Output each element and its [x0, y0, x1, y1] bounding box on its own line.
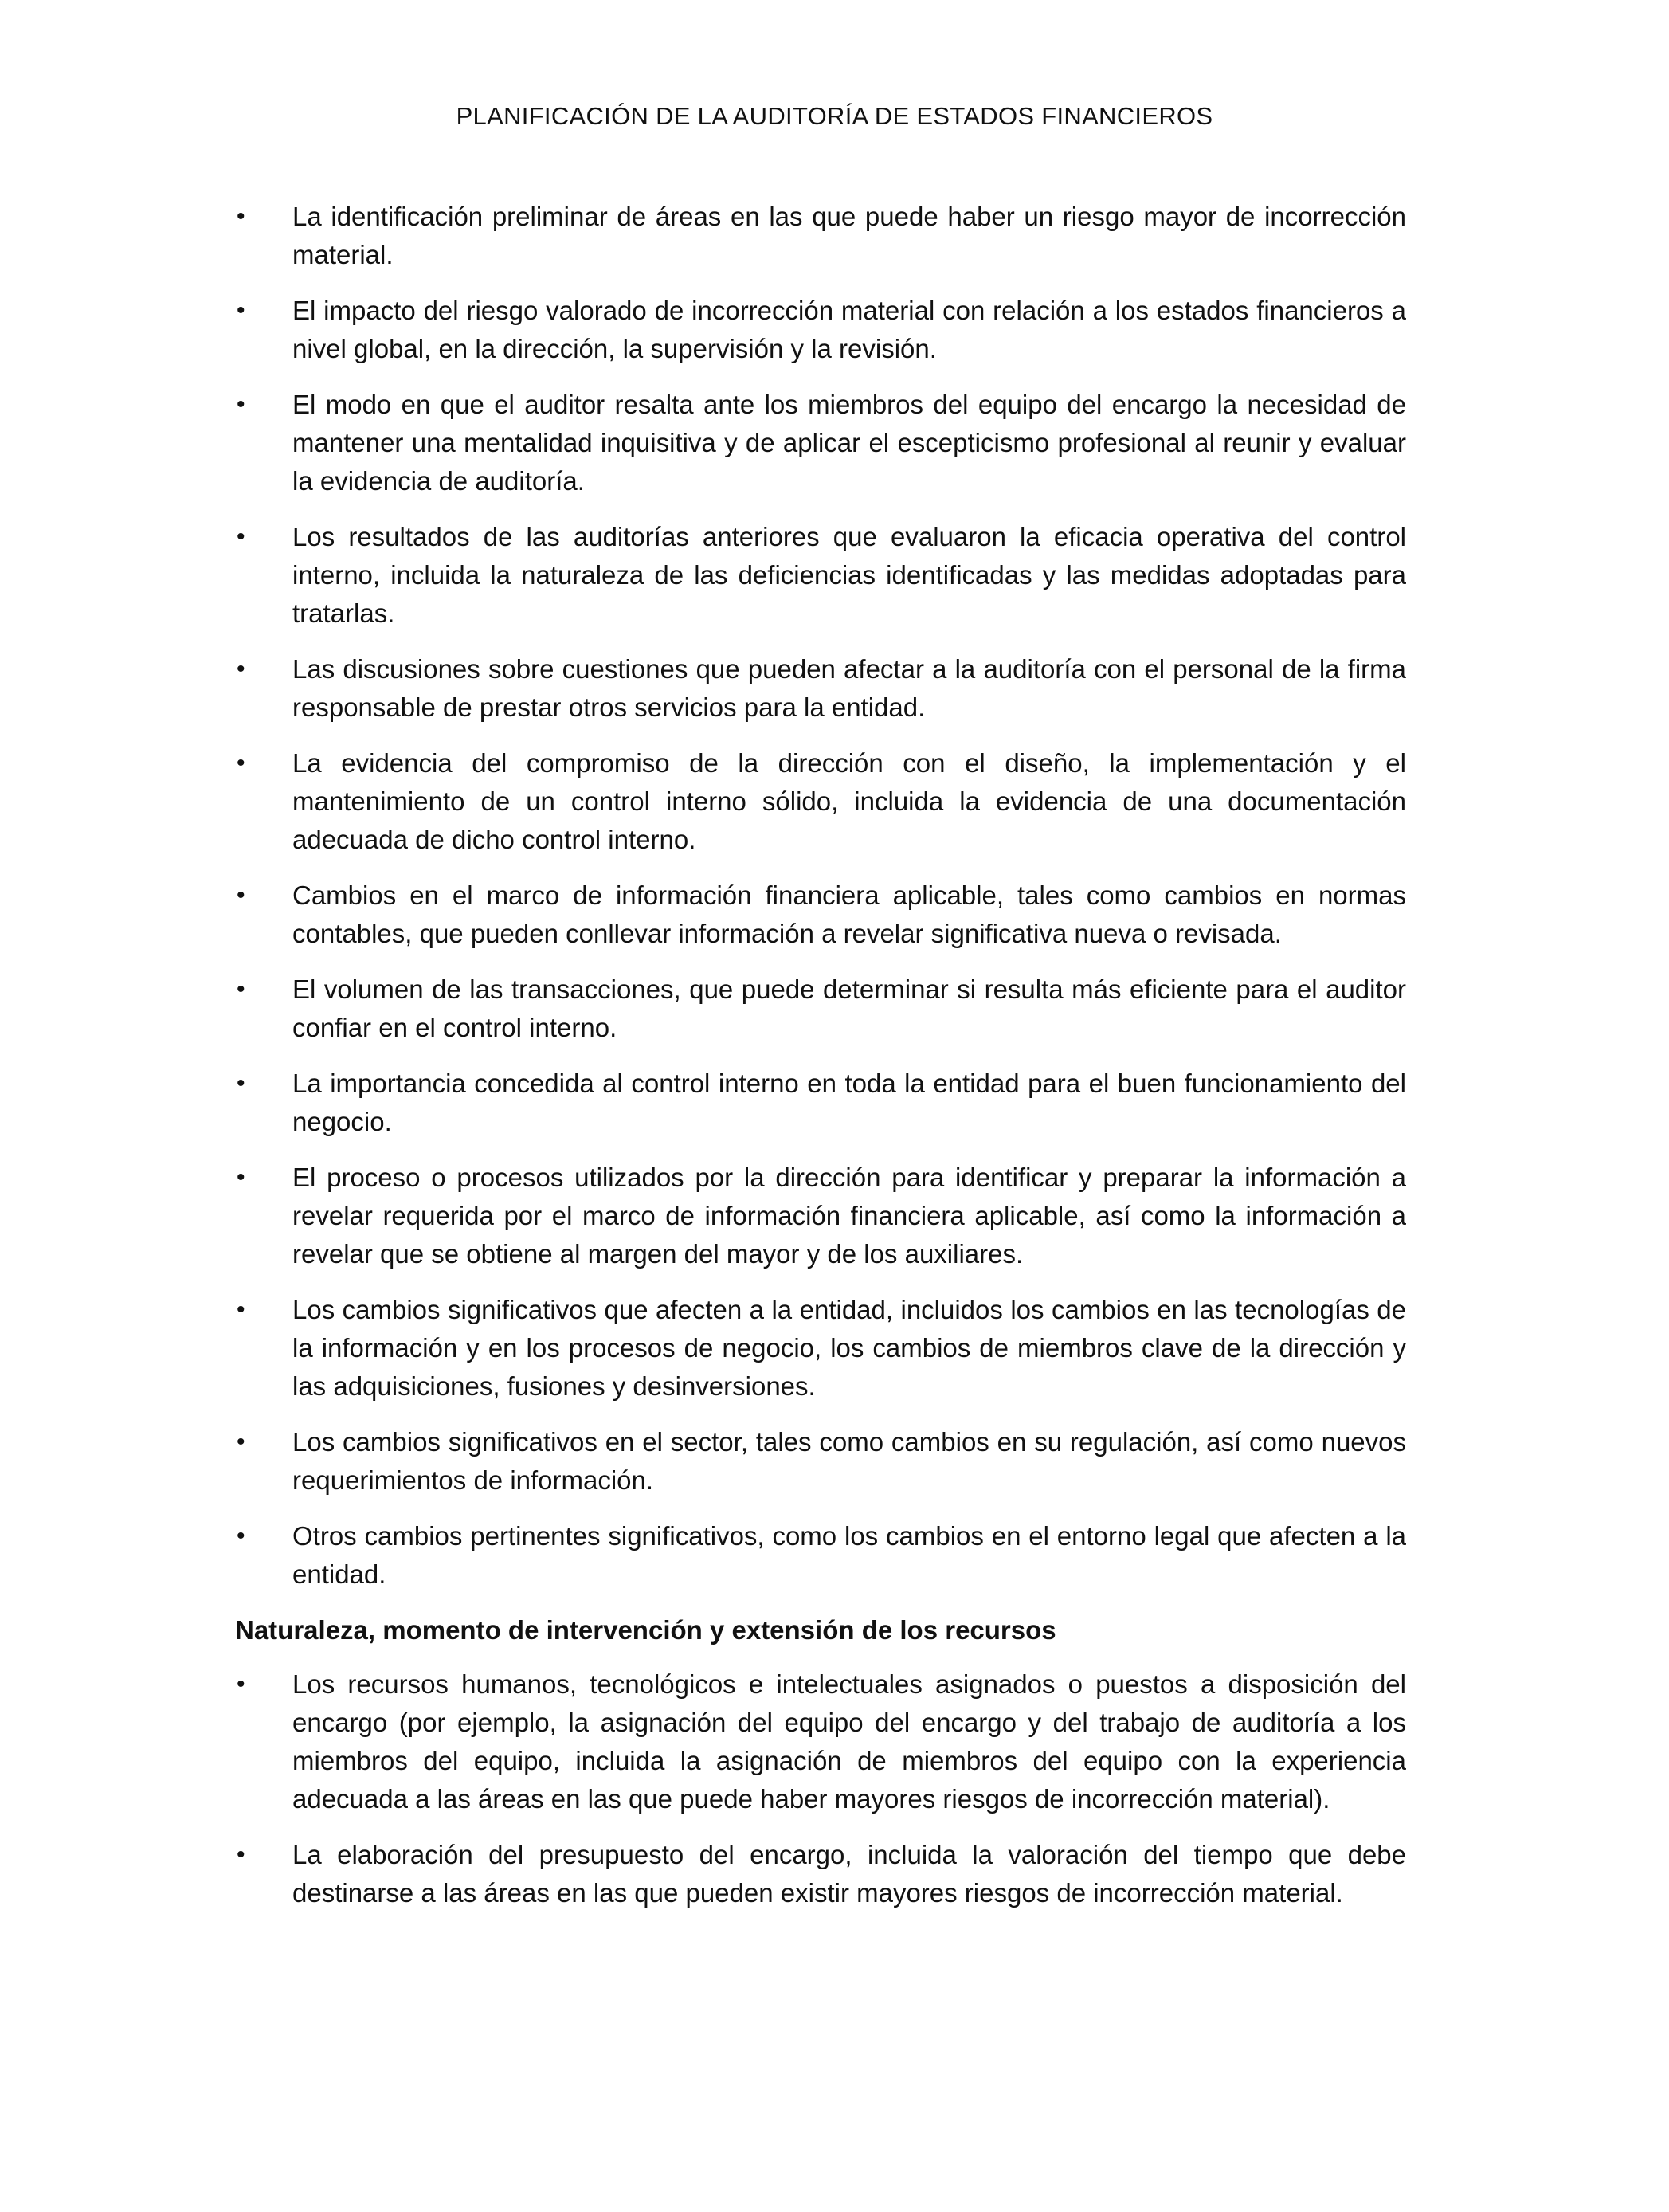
bullet-icon: • [237, 750, 245, 776]
list-item [235, 1836, 1406, 1912]
section-heading: Naturaleza, momento de intervención y extensión de los recursos [235, 1615, 1056, 1645]
list-item [235, 198, 1406, 274]
bullet-icon: • [237, 391, 245, 418]
bullet-list-planning-considerations [235, 198, 1406, 1594]
bullet-icon: • [237, 976, 245, 1002]
list-item [235, 1065, 1406, 1141]
bullet-icon: • [237, 1523, 245, 1549]
bullet-icon: • [237, 1429, 245, 1455]
list-item [235, 518, 1406, 633]
list-item-text: Los resultados de las auditorías anteriores que evaluaron la eficacia operativa del control interno, incluida la naturaleza de las deficiencias identificadas y las medidas adoptadas para tratarlas. [292, 522, 1406, 628]
list-item-text: La evidencia del compromiso de la dirección con el diseño, la implementación y el mantenimiento de un control interno sólido, incluida la evidencia de una documentación adecuada de dicho control interno. [292, 748, 1406, 854]
list-item-text: Los cambios significativos que afecten a la entidad, incluidos los cambios en las tecnologías de la información y en los procesos de negocio, los cambios de miembros clave de la dirección y las adquisiciones, fusiones y desinversiones. [292, 1295, 1406, 1401]
list-item-text: Los recursos humanos, tecnológicos e intelectuales asignados o puestos a disposición del encargo (por ejemplo, la asignación del equipo del encargo y del trabajo de auditoría a los miembros del equipo, incluida la asignación de miembros del equipo con la experiencia adecuada a las áreas en las que puede haber mayores riesgos de incorrección material). [292, 1669, 1406, 1814]
bullet-list-resources [235, 1665, 1406, 1912]
list-item-text: La elaboración del presupuesto del encargo, incluida la valoración del tiempo que debe destinarse a las áreas en las que pueden existir mayores riesgos de incorrección material. [292, 1840, 1406, 1908]
bullet-icon: • [237, 1070, 245, 1096]
document-body [235, 198, 1406, 1930]
list-item-text: Cambios en el marco de información financiera aplicable, tales como cambios en normas contables, que pueden conllevar información a revelar significativa nueva o revisada. [292, 880, 1406, 948]
list-item-text: Otros cambios pertinentes significativos, como los cambios en el entorno legal que afecten a la entidad. [292, 1521, 1406, 1589]
bullet-icon: • [237, 1841, 245, 1868]
list-item-text: El impacto del riesgo valorado de incorrección material con relación a los estados financieros a nivel global, en la dirección, la supervisión y la revisión. [292, 296, 1406, 363]
bullet-icon: • [237, 656, 245, 682]
bullet-icon: • [237, 297, 245, 324]
list-item-text: La identificación preliminar de áreas en las que puede haber un riesgo mayor de incorrección material. [292, 202, 1406, 269]
list-item-text: El modo en que el auditor resalta ante los miembros del equipo del encargo la necesidad de mantener una mentalidad inquisitiva y de aplicar el escepticismo profesional al reunir y evaluar la evidencia de auditoría. [292, 390, 1406, 496]
list-item-text: Los cambios significativos en el sector, tales como cambios en su regulación, así como nuevos requerimientos de información. [292, 1427, 1406, 1495]
list-item [235, 1291, 1406, 1406]
list-item [235, 1159, 1406, 1273]
bullet-icon: • [237, 1164, 245, 1190]
list-item-text: El proceso o procesos utilizados por la dirección para identificar y preparar la información a revelar requerida por el marco de información financiera aplicable, así como la información a revelar que se obtiene al margen del mayor y de los auxiliares. [292, 1163, 1406, 1269]
bullet-icon: • [237, 1296, 245, 1323]
bullet-icon: • [237, 1671, 245, 1697]
page-header: PLANIFICACIÓN DE LA AUDITORÍA DE ESTADOS FINANCIEROS [456, 102, 1213, 130]
list-item [235, 971, 1406, 1047]
list-item [235, 650, 1406, 727]
list-item-text: El volumen de las transacciones, que puede determinar si resulta más eficiente para el auditor confiar en el control interno. [292, 975, 1406, 1042]
bullet-icon: • [237, 882, 245, 908]
list-item-text: Las discusiones sobre cuestiones que pueden afectar a la auditoría con el personal de la firma responsable de prestar otros servicios para la entidad. [292, 654, 1406, 722]
list-item [235, 744, 1406, 859]
bullet-icon: • [237, 203, 245, 229]
list-item [235, 877, 1406, 953]
list-item [235, 292, 1406, 368]
bullet-icon: • [237, 524, 245, 550]
list-item [235, 386, 1406, 500]
list-item [235, 1517, 1406, 1594]
list-item-text: La importancia concedida al control interno en toda la entidad para el buen funcionamiento del negocio. [292, 1069, 1406, 1136]
list-item [235, 1423, 1406, 1500]
list-item [235, 1665, 1406, 1818]
